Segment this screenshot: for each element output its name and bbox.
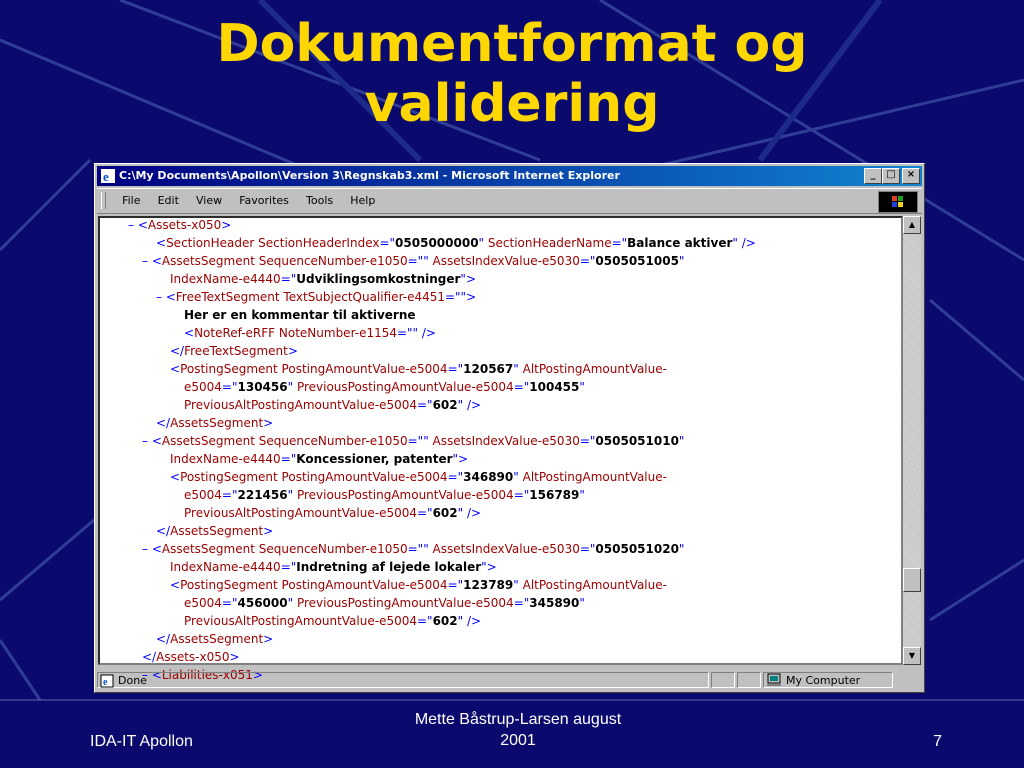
- xml-markup: ">: [460, 272, 476, 286]
- xml-value: 345890: [529, 596, 580, 610]
- xml-line: [184, 594, 585, 612]
- xml-markup: <: [170, 470, 181, 484]
- xml-markup: – <: [156, 290, 176, 304]
- xml-value: 123789: [463, 578, 514, 592]
- xml-name: AssetsIndexValue-e5030: [432, 542, 580, 556]
- menu-view[interactable]: View: [196, 194, 223, 207]
- xml-name: IndexName-e4440: [170, 560, 281, 574]
- xml-name: PreviousAltPostingAmountValue-e5004: [184, 614, 417, 628]
- xml-markup: " />: [732, 236, 756, 250]
- xml-value: 120567: [463, 362, 514, 376]
- xml-name: AssetsSegment SequenceNumber-e1050: [161, 254, 408, 268]
- xml-name: PostingSegment PostingAmountValue-e5004: [180, 578, 448, 592]
- xml-line: [156, 414, 273, 432]
- menu-help[interactable]: Help: [350, 194, 376, 207]
- slide-number: 7: [933, 733, 942, 750]
- xml-name: AssetsSegment: [170, 524, 264, 538]
- xml-value: 602: [432, 614, 458, 628]
- menu-favorites[interactable]: Favorites: [239, 194, 289, 207]
- xml-markup: – <: [142, 668, 162, 682]
- xml-line[interactable]: [128, 216, 231, 234]
- xml-markup: =": [280, 560, 297, 574]
- xml-markup: <: [156, 236, 167, 250]
- windows-logo-icon: [878, 191, 918, 213]
- xml-line: [156, 630, 273, 648]
- xml-markup: >: [263, 416, 274, 430]
- xml-markup: ": [513, 470, 523, 484]
- title-line-1: Dokumentformat og: [216, 14, 808, 74]
- xml-name: AssetsSegment: [170, 416, 264, 430]
- xml-name: Assets-x050: [147, 218, 222, 232]
- status-zone-text: My Computer: [786, 674, 861, 687]
- xml-markup: </: [156, 524, 171, 538]
- xml-markup: </: [170, 344, 185, 358]
- xml-line[interactable]: [142, 432, 684, 450]
- ie-icon: [100, 168, 116, 184]
- xml-markup: =": [579, 434, 596, 448]
- xml-name: PreviousPostingAmountValue-e5004: [296, 596, 514, 610]
- xml-markup: >: [287, 344, 298, 358]
- status-zone-panel: [763, 672, 893, 688]
- status-bar: [97, 670, 922, 690]
- footer-author: Mette Båstrup-Larsen august: [414, 711, 622, 728]
- xml-markup: =": [417, 398, 433, 412]
- xml-markup: =": [280, 272, 297, 286]
- xml-line: [184, 486, 585, 504]
- xml-markup: =": [447, 470, 464, 484]
- xml-line: [142, 648, 240, 666]
- xml-markup: ": [678, 254, 685, 268]
- xml-name: SectionHeader SectionHeaderIndex: [166, 236, 380, 250]
- page-icon: [100, 674, 114, 688]
- xml-name: AssetsSegment SequenceNumber-e1050: [161, 542, 408, 556]
- xml-line: [170, 576, 667, 594]
- xml-markup: ": [579, 488, 585, 502]
- xml-markup: >: [263, 632, 274, 646]
- xml-value: 602: [432, 398, 458, 412]
- xml-markup: =": [221, 488, 238, 502]
- xml-name: Liabilities-x051: [161, 668, 253, 682]
- slide-title: [0, 14, 1024, 134]
- xml-value: 221456: [237, 488, 288, 502]
- xml-line: [170, 468, 667, 486]
- xml-markup: =": [447, 362, 464, 376]
- minimize-button[interactable]: _: [864, 168, 882, 184]
- xml-markup: >: [229, 650, 240, 664]
- footer-center: [380, 709, 656, 751]
- xml-line[interactable]: [142, 252, 684, 270]
- xml-markup: =": [379, 236, 396, 250]
- xml-name: AssetsSegment: [170, 632, 264, 646]
- status-panel-main: [97, 672, 709, 688]
- status-panel-2: [711, 672, 735, 688]
- xml-value: 156789: [529, 488, 580, 502]
- menu-file[interactable]: File: [122, 194, 141, 207]
- menu-tools[interactable]: Tools: [306, 194, 334, 207]
- computer-icon: [766, 673, 782, 687]
- xml-value: 0505000000: [395, 236, 479, 250]
- xml-markup: <: [170, 578, 181, 592]
- xml-name: PostingSegment PostingAmountValue-e5004: [180, 470, 448, 484]
- xml-name: AltPostingAmountValue-: [522, 362, 667, 376]
- title-line-2: validering: [364, 74, 660, 134]
- xml-markup: <: [184, 326, 195, 340]
- xml-markup: </: [156, 416, 171, 430]
- xml-markup: ": [513, 578, 523, 592]
- xml-markup: =": [513, 380, 530, 394]
- xml-name: AltPostingAmountValue-: [522, 470, 667, 484]
- xml-markup: – <: [128, 218, 148, 232]
- xml-line: [184, 504, 481, 522]
- xml-markup: ": [287, 596, 297, 610]
- xml-markup: ="": [407, 434, 433, 448]
- close-button[interactable]: ×: [902, 168, 920, 184]
- xml-line: [156, 522, 273, 540]
- scroll-down-icon[interactable]: ▼: [903, 647, 921, 665]
- xml-name: e5004: [184, 488, 222, 502]
- xml-markup: =": [417, 614, 433, 628]
- xml-markup: >: [252, 668, 263, 682]
- xml-value: 0505051010: [595, 434, 679, 448]
- xml-markup: =": [611, 236, 628, 250]
- xml-markup: =": [221, 596, 238, 610]
- xml-name: FreeTextSegment TextSubjectQualifier-e4451: [175, 290, 445, 304]
- status-panel-3: [737, 672, 761, 688]
- xml-markup: =": [417, 506, 433, 520]
- xml-markup: ": [287, 380, 297, 394]
- xml-line: [184, 378, 585, 396]
- svg-text:e: e: [103, 677, 108, 688]
- xml-markup: >: [263, 524, 274, 538]
- xml-markup: – <: [142, 434, 162, 448]
- xml-markup: ": [478, 236, 488, 250]
- vertical-scrollbar[interactable]: [903, 216, 921, 665]
- xml-line: [184, 324, 436, 342]
- xml-name: PostingSegment PostingAmountValue-e5004: [180, 362, 448, 376]
- menu-edit[interactable]: Edit: [157, 194, 179, 207]
- xml-line: [184, 612, 481, 630]
- xml-value: 346890: [463, 470, 514, 484]
- xml-line[interactable]: [156, 288, 476, 306]
- xml-markup: =": [513, 596, 530, 610]
- xml-value: Her er en kommentar til aktiverne: [184, 308, 416, 322]
- xml-markup: <: [170, 362, 181, 376]
- xml-value: 0505051005: [595, 254, 679, 268]
- xml-line: [170, 360, 667, 378]
- xml-name: SectionHeaderName: [487, 236, 612, 250]
- xml-markup: " />: [457, 614, 482, 628]
- footer-left: IDA-IT Apollon: [90, 733, 193, 750]
- xml-markup: " />: [457, 398, 482, 412]
- xml-markup: – <: [142, 254, 162, 268]
- xml-markup: </: [142, 650, 157, 664]
- xml-markup: ="": [407, 542, 433, 556]
- svg-text:e: e: [103, 169, 109, 184]
- xml-line: [170, 450, 468, 468]
- xml-value: 130456: [237, 380, 288, 394]
- xml-name: AssetsSegment SequenceNumber-e1050: [161, 434, 408, 448]
- xml-markup: =": [447, 578, 464, 592]
- xml-name: PreviousPostingAmountValue-e5004: [296, 488, 514, 502]
- scroll-thumb[interactable]: [903, 568, 921, 592]
- xml-value: Balance aktiver: [627, 236, 733, 250]
- xml-markup: ": [579, 380, 585, 394]
- xml-name: NoteRef-eRFF NoteNumber-e1154: [194, 326, 397, 340]
- xml-value: Udviklingsomkostninger: [296, 272, 461, 286]
- xml-markup: =": [221, 380, 238, 394]
- xml-value: 602: [432, 506, 458, 520]
- xml-value: 0505051020: [595, 542, 679, 556]
- xml-name: IndexName-e4440: [170, 272, 281, 286]
- menu-bar: [97, 188, 922, 214]
- xml-markup: =": [579, 542, 596, 556]
- xml-name: PreviousAltPostingAmountValue-e5004: [184, 506, 417, 520]
- toolbar-grip[interactable]: [101, 192, 106, 209]
- status-text: Done: [118, 674, 147, 687]
- xml-markup: ": [678, 542, 685, 556]
- xml-name: FreeTextSegment: [184, 344, 288, 358]
- xml-name: AltPostingAmountValue-: [522, 578, 667, 592]
- xml-value: 456000: [237, 596, 288, 610]
- xml-name: PreviousPostingAmountValue-e5004: [296, 380, 514, 394]
- xml-value: 100455: [529, 380, 580, 394]
- ie-window: [94, 163, 925, 693]
- xml-value: Koncessioner, patenter: [296, 452, 453, 466]
- xml-markup: </: [156, 632, 171, 646]
- xml-markup: – <: [142, 542, 162, 556]
- xml-line: [170, 270, 476, 288]
- xml-markup: ": [287, 488, 297, 502]
- xml-markup: " />: [457, 506, 482, 520]
- xml-markup: ="" />: [396, 326, 436, 340]
- window-title: C:\My Documents\Apollon\Version 3\Regnskab3.xml - Microsoft Internet Explorer: [119, 169, 620, 182]
- xml-value: Indretning af lejede lokaler: [296, 560, 482, 574]
- xml-markup: >: [221, 218, 232, 232]
- xml-line: [170, 558, 497, 576]
- xml-line: [156, 234, 756, 252]
- xml-markup: =": [579, 254, 596, 268]
- xml-markup: =": [513, 488, 530, 502]
- xml-line: [184, 306, 416, 324]
- xml-name: e5004: [184, 380, 222, 394]
- xml-name: e5004: [184, 596, 222, 610]
- footer-year: 2001: [500, 732, 536, 749]
- xml-line: [184, 396, 481, 414]
- xml-markup: ": [678, 434, 685, 448]
- xml-markup: ">: [481, 560, 497, 574]
- xml-markup: ="": [407, 254, 433, 268]
- xml-markup: ">: [452, 452, 469, 466]
- xml-name: PreviousAltPostingAmountValue-e5004: [184, 398, 417, 412]
- xml-name: AssetsIndexValue-e5030: [432, 254, 580, 268]
- xml-markup: =": [280, 452, 297, 466]
- xml-line: [170, 342, 298, 360]
- xml-markup: ": [579, 596, 585, 610]
- xml-name: IndexName-e4440: [170, 452, 281, 466]
- xml-markup: ": [513, 362, 523, 376]
- xml-markup: ="">: [444, 290, 477, 304]
- xml-name: Assets-x050: [156, 650, 230, 664]
- xml-line[interactable]: [142, 540, 684, 558]
- scroll-up-icon[interactable]: ▲: [903, 216, 921, 234]
- xml-name: AssetsIndexValue-e5030: [432, 434, 580, 448]
- window-titlebar[interactable]: [97, 166, 922, 186]
- maximize-button[interactable]: □: [882, 168, 900, 184]
